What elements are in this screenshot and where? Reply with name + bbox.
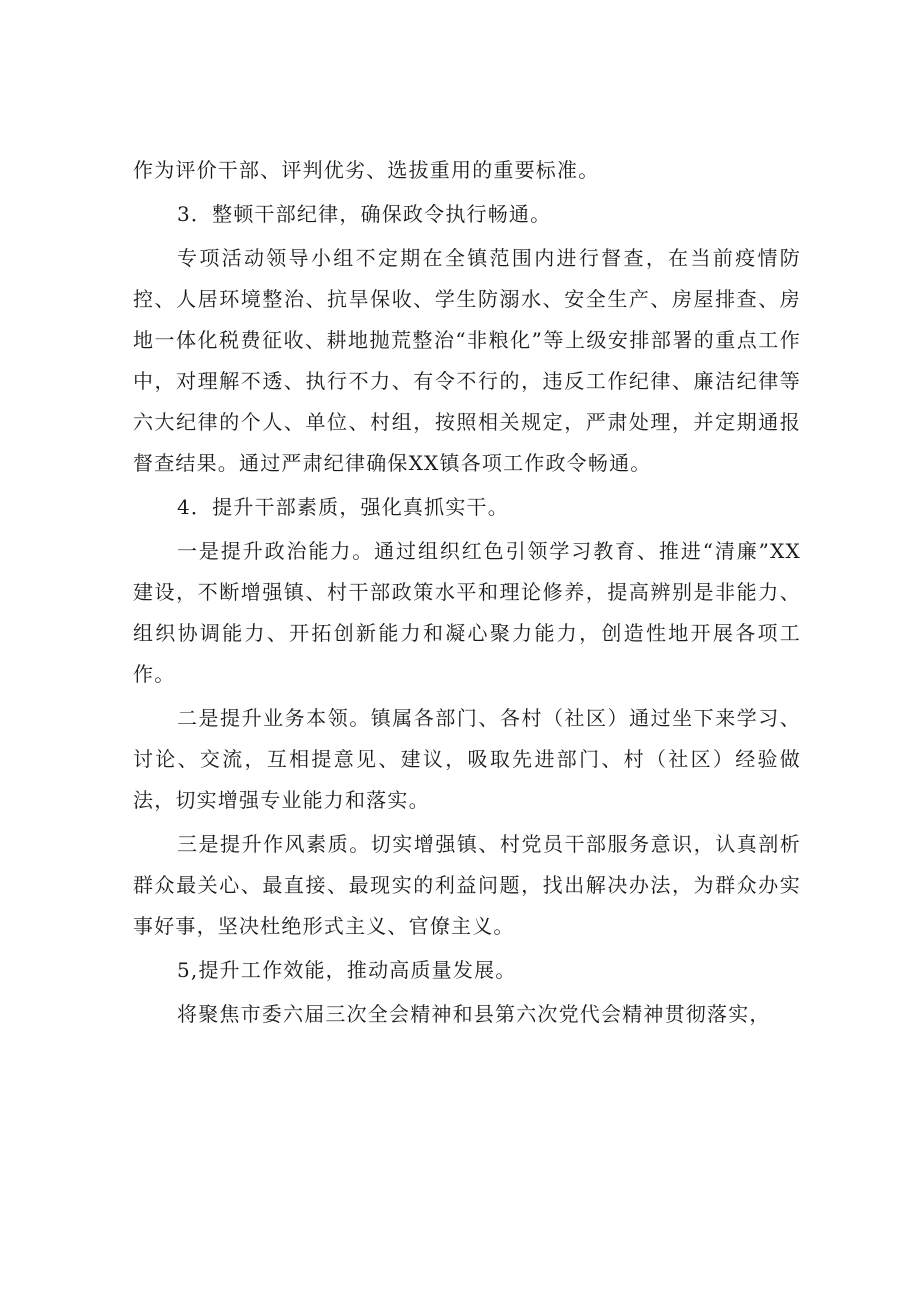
paragraph-discipline-inspection: 专项活动领导小组不定期在全镇范围内进行督查，在当前疫情防控、人居环境整治、抗旱保收、学生防溺水、安全生产、房屋排查、房地一体化税费征收、耕地抛荒整治“非粮化”等上级安排部署的重点工作中，对理解不透、执行不力、有令不行的，违反工作纪律、廉洁纪律等六大纪律的个人、单位、村组，按照相关规定，严肃处理，并定期通报督查结果。通过严肃纪律确保XX镇各项工作政令畅通。 bbox=[133, 246, 801, 475]
paragraph-work-style: 三是提升作风素质。切实增强镇、村党员干部服务意识，认真剖析群众最关心、最直接、最现实的利益问题，找出解决办法，为群众办实事好事，坚决杜绝形式主义、官僚主义。 bbox=[133, 832, 801, 938]
paragraph-political-ability: 一是提升政治能力。通过组织红色引领学习教育、推进“清廉”XX建设，不断增强镇、村干部政策水平和理论修养，提高辨别是非能力、组织协调能力、开拓创新能力和凝心聚力能力，创造性地开展各项工作。 bbox=[133, 539, 801, 686]
section-heading-3: 3．整顿干部纪律，确保政令执行畅通。 bbox=[177, 202, 552, 226]
document-body bbox=[133, 150, 801, 1035]
paragraph-implementation: 将聚焦市委六届三次全会精神和县第六次党代会精神贯彻落实， bbox=[177, 1002, 771, 1026]
paragraph-continuation: 作为评价干部、评判优劣、选拔重用的重要标准。 bbox=[133, 158, 600, 182]
paragraph-professional-skills: 二是提升业务本领。镇属各部门、各村（社区）通过坐下来学习、讨论、交流，互相提意见、建议，吸取先进部门、村（社区）经验做法，切实增强专业能力和落实。 bbox=[133, 706, 801, 812]
section-heading-4: 4．提升干部素质，强化真抓实干。 bbox=[177, 495, 509, 519]
section-heading-5: 5,提升工作效能，推动高质量发展。 bbox=[177, 958, 517, 982]
